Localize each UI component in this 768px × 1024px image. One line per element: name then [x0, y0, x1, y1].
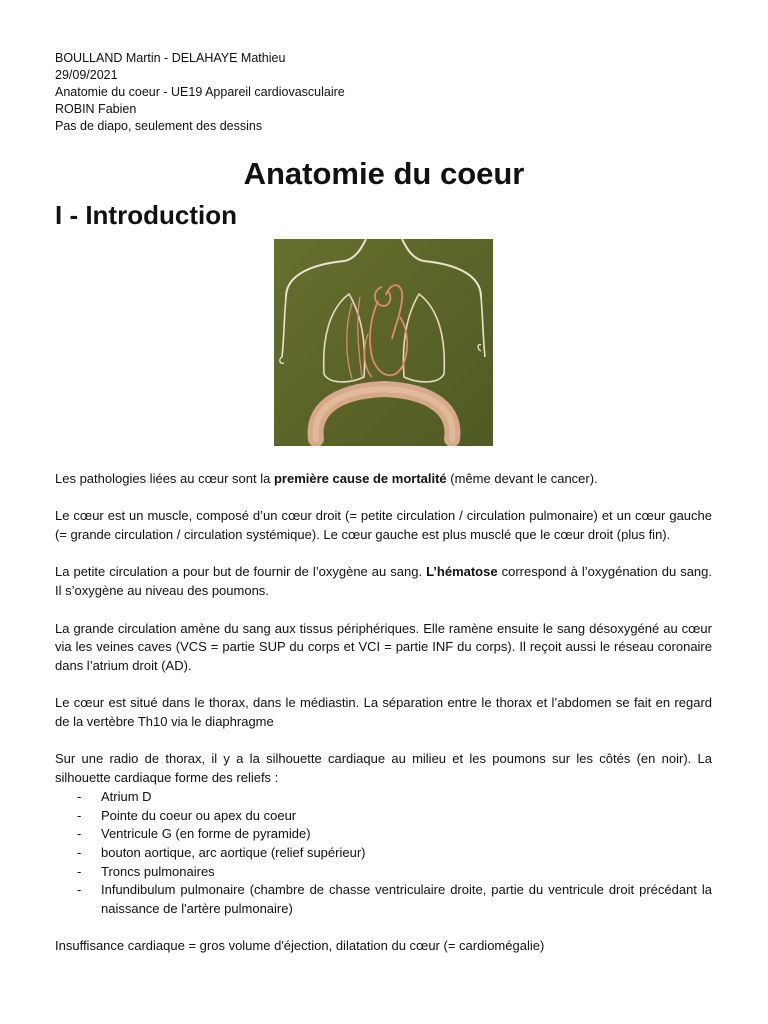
paragraph: Sur une radio de thorax, il y a la silhouette cardiaque au milieu et les poumons sur les côtés (en noir). La silhouette cardiaque forme des reliefs : — [55, 751, 712, 786]
list-item: - bouton aortique, arc aortique (relief supérieur) — [77, 844, 712, 863]
date: 29/09/2021 — [55, 68, 118, 82]
paragraph: La petite circulation a pour but de fournir de l’oxygène au sang. L’hématose correspond à l’oxygénation du sang. Il s’oxygène au niveau des poumons. — [55, 564, 713, 599]
list-item: - Troncs pulmonaires — [77, 863, 712, 882]
chalkboard-heart-drawing-icon — [274, 239, 493, 446]
list-item: - Ventricule G (en forme de pyramide) — [77, 825, 712, 844]
list-item: - Pointe du coeur ou apex du coeur — [77, 807, 712, 826]
teacher: ROBIN Fabien — [55, 102, 137, 116]
authors: BOULLAND Martin - DELAHAYE Mathieu — [55, 51, 286, 65]
paragraph: Les pathologies liées au cœur sont la première cause de mortalité (même devant le cancer). — [55, 471, 598, 486]
paragraph: Le cœur est un muscle, composé d’un cœur droit (= petite circulation / circulation pulmonaire) et un cœur gauche (= grande circulation / circulation systémique). Le cœur gauche est plus musclé que le cœur droit (plus fin). — [55, 508, 712, 543]
document-body — [55, 470, 712, 975]
list-item: - Infundibulum pulmonaire (chambre de chasse ventriculaire droite, partie du ventricule droit précédant la naissance de l'artère pulmonaire) — [77, 881, 712, 918]
course: Anatomie du coeur - UE19 Appareil cardiovasculaire — [55, 85, 345, 99]
section-heading: I - Introduction — [55, 200, 237, 230]
list-item: - Atrium D — [77, 788, 712, 807]
paragraph: Insuffisance cardiaque = gros volume d'éjection, dilatation du cœur (= cardiomégalie) — [55, 938, 545, 954]
relief-list — [77, 788, 712, 919]
page-title: Anatomie du coeur — [243, 156, 525, 191]
paragraph: La grande circulation amène du sang aux tissus périphériques. Elle ramène ensuite le sang désoxygéné au cœur via les veines caves (VCS = partie SUP du corps et VCI = partie INF du corps). Il reçoit aussi le réseau coronaire dans l’atrium droit (AD). — [55, 620, 712, 673]
document-header — [55, 50, 345, 135]
paragraph: Le cœur est situé dans le thorax, dans le médiastin. La séparation entre le thorax et l’abdomen se fait en regard de la vertèbre Th10 via le diaphragme — [55, 695, 712, 730]
note: Pas de diapo, seulement des dessins — [55, 119, 263, 133]
